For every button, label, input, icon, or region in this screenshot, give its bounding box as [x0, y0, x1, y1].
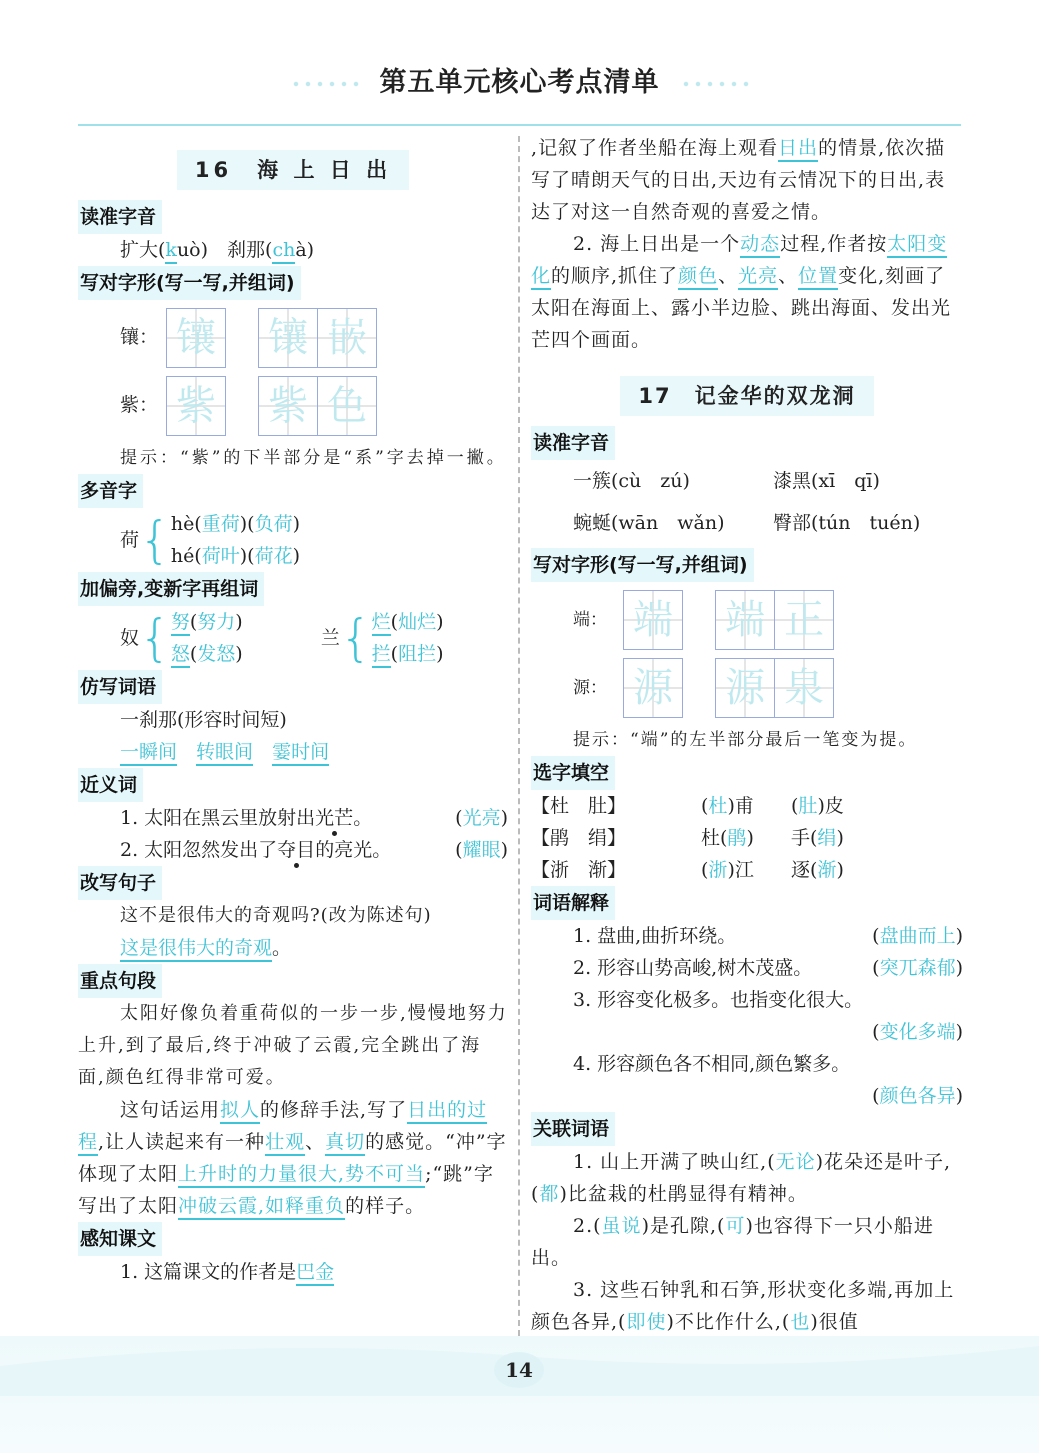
perceive-1-start: 1. 这篇课文的作者是巴金	[78, 1256, 508, 1288]
section-rewrite: 改写句子	[78, 866, 162, 900]
grid-cell: 紫	[166, 376, 226, 436]
hint-17: 提示：“端”的左半部分最后一笔变为提。	[573, 730, 918, 750]
synonym-2: 2. 太阳忽然发出了夺目的亮光。 (耀眼)	[120, 839, 508, 861]
radical-block: 奴 { 努(努力) 怒(发怒) 兰 { 烂(灿烂) 拦(阻拦)	[120, 609, 444, 667]
link-3: 3. 这些石钟乳和石笋,形状变化多端,再加上颜色各异,(即使)不比作什么,(也)很值	[531, 1279, 955, 1333]
section-imitate: 仿写词语	[78, 670, 162, 704]
choose-block: 【杜 肚】 (杜)甫 (肚)皮 【鹃 绢】 杜(鹃) 手(绢) 【浙 渐】 (浙)江 逐(渐)	[531, 795, 844, 881]
grid-cell: 镶	[258, 308, 318, 368]
section-synonym: 近义词	[78, 768, 143, 802]
synonym-1: 1. 太阳在黑云里放射出光芒。 (光亮)	[120, 807, 508, 829]
section-link-words: 关联词语	[531, 1112, 615, 1146]
grid-cell: 嵌	[318, 308, 377, 368]
brace-icon: {	[339, 609, 372, 667]
section-perceive: 感知课文	[78, 1222, 162, 1256]
grid-cell: 紫	[258, 376, 318, 436]
title-rule	[78, 124, 961, 126]
section-pronunciation: 读准字音	[78, 200, 162, 234]
pron-line: 扩大(kuò) 刹那(chà)	[78, 234, 508, 266]
hint-text: 提示：“紫”的下半部分是“系”字去掉一撇。	[120, 448, 507, 468]
section-polyphone: 多音字	[78, 474, 143, 508]
grid-cell: 镶	[166, 308, 226, 368]
perceive-1-cont: ,记叙了作者坐船在海上观看日出的情景,依次描写了晴朗天气的日出,天边有云情况下的日出,表达了对这一自然奇观的喜爱之情。	[531, 137, 946, 223]
perceive-2: 2. 海上日出是一个动态过程,作者按太阳变化的顺序,抓住了颜色、光亮、位置变化,刻画了太阳在海面上、露小半边脸、跳出海面、发出光芒四个画面。	[531, 233, 952, 351]
section-choose: 选字填空	[531, 756, 615, 790]
link-1: 1. 山上开满了映山红,(无论)花朵还是叶子,(都)比盆栽的杜鹃显得有精神。	[531, 1151, 952, 1205]
section-key-passage: 重点句段	[78, 964, 162, 998]
right-column	[531, 132, 963, 1338]
lesson-17-title: 17 记金华的双龙洞	[620, 376, 873, 416]
pron-17: 一簇(cù zú) 漆黑(xī qī) 蜿蜒(wān wǎn) 臀部(tún tuén)	[573, 470, 921, 534]
link-2: 2.(虽说)是孔隙,(可)也容得下一只小船进出。	[531, 1215, 934, 1269]
key-passage: 太阳好像负着重荷似的一步一步,慢慢地努力上升,到了最后,终于冲破了云霞,完全跳出了海面,颜色红得非常可爱。	[78, 1003, 508, 1088]
section-radical: 加偏旁,变新字再组词	[78, 572, 264, 606]
write-row-1: 镶： 镶 镶 嵌	[78, 308, 508, 368]
write-row-2: 紫： 紫 紫 色	[78, 376, 508, 436]
title-band	[0, 0, 1039, 126]
polyphone-block: 荷 { hè(重荷)(负荷) hé(荷叶)(荷花)	[120, 511, 301, 569]
grid-cell: 色	[318, 376, 377, 436]
section-write: 写对字形(写一写,并组词)	[78, 266, 301, 300]
imitate-question: 一刹那(形容时间短)	[120, 709, 287, 731]
lesson-16-title: 16 海 上 日 出	[177, 150, 409, 190]
key-analysis: 这句话运用拟人的修辞手法,写了日出的过程,让人读起来有一种壮观、真切的感觉。“冲”字体现了太阳上升时的力量很大,势不可当;“跳”字写出了太阳冲破云霞,如释重负的样子。	[78, 1094, 508, 1222]
section-pronunciation-17: 读准字音	[531, 426, 615, 460]
section-write-17: 写对字形(写一写,并组词)	[531, 548, 754, 582]
imitate-answers: 一瞬间 转眼间 霎时间	[78, 736, 508, 768]
page-title: 第五单元核心考点清单	[379, 67, 660, 98]
left-column	[78, 150, 508, 1288]
rewrite-answer: 这是很伟大的奇观。	[78, 932, 508, 964]
column-divider	[518, 136, 520, 1336]
rewrite-question: 这不是很伟大的奇观吗?(改为陈述句)	[120, 905, 432, 926]
page-number: 14	[494, 1352, 544, 1388]
brace-icon: {	[139, 511, 171, 569]
brace-icon: {	[139, 609, 171, 667]
section-explain: 词语解释	[531, 886, 615, 920]
write-17-row-1: 端： 端 端 正	[531, 590, 963, 650]
write-17-row-2: 源： 源 源 泉	[531, 658, 963, 718]
explain-block: 1. 盘曲,曲折环绕。 (盘曲而上) 2. 形容山势高峻,树木茂盛。 (突兀森郁) 3. 形容变化极多。也指变化很大。 (变化多端) 4. 形容颜色各不相同,颜色繁多。 (颜色各异)	[573, 925, 963, 1107]
